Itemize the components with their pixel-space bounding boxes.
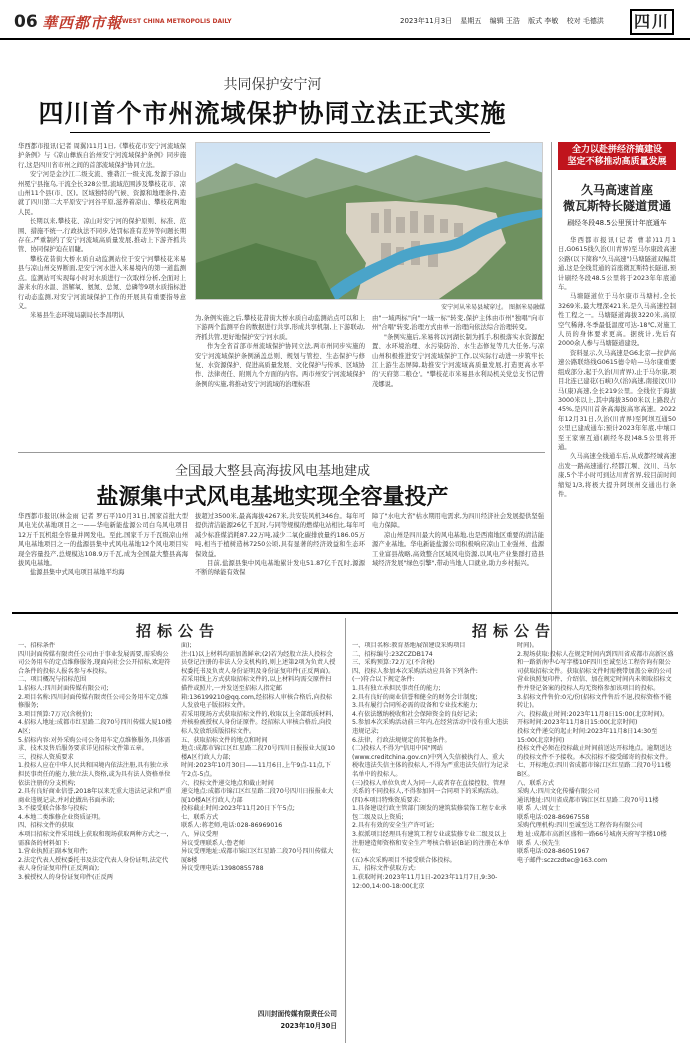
banner-line1: 全力以赴拼经济搞建设 xyxy=(571,145,662,155)
story2-col2-p1: 拔超过3500米,最高海拔4267米,共安装风机346台。每年可提供清洁能源26亿千瓦时,与同等规模的燃煤电站相比,每年可减少标准煤消耗87.22万吨,减少二氧化碳排放量约186.05万吨,相当于植树造林7250公顷,具有显著的经济效益和生态环保效益。 xyxy=(195,513,365,558)
photo-caption: 安宁河从米易县城穿过。 图据米易融媒 xyxy=(441,304,545,311)
issue-weekday: 星期五 xyxy=(460,17,482,25)
story2-lead: 华西都市报讯(林金雨 记者 罗石平)10月31日,国家首批大型风电光伏基地项目之一——华电新能盐源公司白乌风电项目12万千瓦机组全容量并网发电。至此,国家千万千瓦级凉山州风电基地项目之一的盐源县集中式风电基地12个风电项目实现全容量投产,总规模达108.9万千瓦,成为全国最大整县高海拔风电基地。 xyxy=(18,513,188,568)
newspaper-logo-en: WEST CHINA METROPOLIS DAILY xyxy=(122,18,232,25)
notice-left-date: 2023年10月30日 xyxy=(280,1022,337,1030)
story1-col2 xyxy=(195,314,365,389)
notice-left-signature: 四川封面传媒有限责任公司 xyxy=(257,1010,337,1018)
sidebar-banner xyxy=(558,142,676,170)
notice-right-colA: 一、项目名称:教育基地展馆建设采购项目 二、招标编号:23ZCZDB174 三、采购预算:72万元(不含税) 四、投标人参加本次采购活动应具备下列条件: (一)符合以下规定条件: 1.具有独立承担民事责任的能力; 2.具有良好的商业信誉和健全的财务会计制度; 3.具有履行合同所必需的设备和专业技术能力; 4.有依法缴纳税收和社会保障资金的良好记录; 5.参加本次采购活动前三年内,在经营活动中没有重大违法违规记录; 6.法律、行政法规规定的其他条件。 (二)投标人不得为"信用中国"网站(www.creditchina.gov.cn)中列入失信被执行人、重大税收违法失信主体的投标人,不得为严重违法失信行为记录名单中的投标人。 (三)投标人单位负责人为同一人或者存在直接控股、管理关系的不同投标人,不得参加同一合同项下的采购活动。 (四)本项目特殊资质要求: 1.具备建设行政主管部门颁发的建筑装修装饰工程专业承包二级及以上资质; 2.具有有效的安全生产许可证; 3.拟派项目经理具有建筑工程专业或装修专业二级及以上注册建造师资格和安全生产考核合格证(B证)的注册在本单位; (五)本次采购项目不接受联合体投标。 五、招标文件获取方式: 1.获取时间:2023年11月1日-2023年11月7日,9:30-12:00,14:00-18:00(北京 xyxy=(352,642,510,890)
story1-p4: 攀枝花昔街大桥水质自动监测站位于安宁河攀枝花米易县与凉山州交界断面,是安宁河水进入米易境内的第一道监测点。监测站可实现每小时对水质进行一次取样分析,全面对上游来水的水温、溶解氧、氨氮、总氮、总磷等9项水质指标进行动态监测,对安宁河流域保护工作的开展具有重要指导意义。 xyxy=(18,255,186,310)
story1-p2: 安宁河是金沙江二级支流、雅砻江一级支流,发源于凉山州冕宁县拖乌,干流全长328公里,流域范围涉及攀枝花市、凉山州11个县(市、区)。区域独特的气候、资源和地理条件,造就了四川第二大平原安宁河谷平原,滋养着凉山、攀枝花两地人民。 xyxy=(18,171,186,216)
notice-right-title: 招标公告 xyxy=(471,622,556,640)
notice-right-colB: 时间)。 2.现场获取:投标人在规定时间内到四川省成都市高新区盛和一路新南中心写字楼10F四川至诚至达工程咨询有限公司获取招标文件。获取招标文件时需携带加盖公章的公司营业执照复印件、介绍信、加在规定时间内未领取招标文件并登记备案的投标人均无资格参加该项目的投标。 3.招标文件售价:0元/份(招标文件售后不退,投标资格不能转让)。 六、投标截止时间:2023年11月8日15:00(北京时间)。 开标时间:2023年11月8日15:00(北京时间) 投标文件递交的起止时间:2023年11月8日14:30至15:00(北京时间) 投标文件必须在投标截止时间前送达开标地点。逾期送达的投标文件不予接收。本次招标不接受邮寄的投标文件。 七、开标地点:四川省成都市锦江区红星路二段70号11楼B区。 八、联系方式 采购人:四川文化传播有限公司 通讯地址:四川省成都市锦江区红星路二段70号11楼 联 系 人:周女士 联系电话:028-86967558 采购代理机构:四川至诚至达工程咨询有限公司 地 址:成都市高新区盛和一路66号城南天府写字楼10楼 联 系 人:侯先生 联系电话:028-86051967 电子邮件:sczczdtec@163.com xyxy=(517,642,674,864)
story2-col3-p2: 凉山州是四川最大的风电基地,也是西南地区重要的清洁能源产业基地。华电新能盐源公司积极响应凉山工业强州、盐源工业富县战略,高效整合区域风电资源,以风电产业集群打造县域经济发展"绿色引擎",带动当地人口就业,助力乡村振兴。 xyxy=(372,531,544,568)
story2-col2-p2: 目前,盐源县集中风电基地累计发电51.87亿千瓦时,源源不断的绿能有效保 xyxy=(195,560,365,577)
river-city-photo xyxy=(195,142,543,300)
story1-headline: 四川首个市州流域保护协同立法正式实施 xyxy=(38,99,507,128)
sidebar-p3: 资料显示,久马高速是G6北京—拉萨高速公路联络线G0615德令哈—马尔康重要组成部分,起于久治(川青界),止于马尔康,项目北连已建花(石峡)久(治)高速,南接汶(川)马(康)高速,全长219公里。全线位于海拔3000米以上,其中海拔3500米以上路段占45%,是四川首条高海拔高寒高速。2022年12月31日,久治(川青界)至阿坝互通50公里已建成通车;预计2023年年底,中壤口至王家寨互通(刷经冬段)48.5公里将开通。 xyxy=(558,349,676,451)
story2-col3 xyxy=(372,512,544,568)
designer-credit: 版式 李敏 xyxy=(528,17,559,25)
story2-headline: 盐源集中式风电基地实现全容量投产 xyxy=(96,485,449,510)
editor-credit: 编辑 王浩 xyxy=(489,17,520,25)
story2-subhead: 全国最大整县高海拔风电基地建成 xyxy=(174,464,370,479)
sidebar-p1: 华西都市报讯(记者 曹菲)11月1日,G0615线久治(川青界)至马尔康段高速公路(以下简称"久马高速")马塘隧道双幅贯通,这是全线贯通的首座微瓦斯特长隧道,预计刷经冬段48.5公里将于2023年年底通车。 xyxy=(558,237,676,292)
notice-left-colA: 一、招标条件 四川封面传媒有限责任公司由于事业发展需要,需采购公司公务用车的定点维修服务,现面向社会公开招标,欢迎符合条件的投标人报名参与本投标。 二、项目概况与招标范围 1.招标人:四川封面传媒有限公司; 2.项目名称:四川封面传媒有限责任公司公务用车定点维修服务; 3.项目预算:7万元(含税价); 4.招标人地址:成都市红星路二段70号四川传媒大厦10楼A区; 5.招标内容:对外采购公司公务用车定点维修服务,具体需求、技术及售后服务要求详见招标文件第五章。 三、投标人资质要求 1.投标人应在中华人民共和国境内依法注册,具有独立承担民事责任的能力,独立法人资格,或为具有法人资格单位依法注册的分支机构; 2.具有良好商业信誉,2018年以来无重大违法记录和严重商业违规记录,并对此做出书面承诺; 3.不接受联合体参与投标; 4.本地二类维修企业资质证明。 四、招标文件的获取 本项目招标文件采用线上获取和现场获取两种方式之一,需准备的材料如下: 1.营业执照正副本复印件; 2.法定代表人授权委托书及法定代表人身份证明,法定代表人身份证复印件(正反两面); 3.被授权人的身份证复印件(正反两 xyxy=(18,642,172,882)
proofreader-credit: 校对 毛德洪 xyxy=(566,17,604,25)
page-header xyxy=(0,0,690,40)
story1-col2-p1: 为,条例实施之后,攀枝花昔街大桥水质自动监测站点可以和上下游两个监测平台的数据进行共享,形成共享机制,上下游联动,齐抓共管,更好地保护安宁河水质。 xyxy=(195,315,365,341)
story1-col3 xyxy=(372,314,544,389)
newspaper-logo: 華西都市報 xyxy=(42,14,123,32)
story2-col3-p1: 障了"水电大省"枯水期用电需求,为四川经济社会发展提供坚强电力保障。 xyxy=(372,513,544,530)
story2-col2 xyxy=(195,512,365,578)
story1-col3-p2: "条例实施后,米易将以河湖长制为抓手,积极落实水资源配置、水环境治理、水污染防治、水生态修复等几大任务,与凉山州积极推进安宁河流域保护工作,以实际行动进一步筑牢长江上游生态屏障,助推安宁河流域高质量发展,打造更高水平的'天府第二粮仓'。"攀枝花市米易县水利局机关党总支书记曾茂娜说。 xyxy=(372,333,544,388)
story1-col3-p1: 由"一域两标"向"一域一标"转变,保护主体由市州"独唱"向市州"合唱"转变,治理方式由单一治理向依法综合治理转变。 xyxy=(372,315,544,332)
page-number: 06 xyxy=(14,12,38,32)
sidebar-headline-line1: 久马高速首座 xyxy=(580,183,653,197)
story1-kicker: 共同保护安宁河 xyxy=(223,77,322,93)
sidebar-story xyxy=(558,142,676,499)
sidebar-headline-line2: 微瓦斯特长隧道贯通 xyxy=(562,199,671,213)
sidebar-subhead: 刷经冬段48.5公里预计年底通车 xyxy=(567,219,667,227)
sidebar-headline xyxy=(558,182,676,214)
story1-p5: 米易县生态环境局副局长李昌明认 xyxy=(30,312,125,320)
story1-col2-p2: 作为全省首部市州流域保护协同立法,两市州同步实施的安宁河流域保护条例涵盖总则、规划与管控、生态保护与修复、水资源保护、促进高质量发展、文化保护与传承、区域协作、法律责任、附则九个方面的内容。两市州安宁河流域保护条例的实施,将推动安宁河流域的治理标准 xyxy=(195,343,366,388)
story2-col1 xyxy=(18,512,188,578)
sidebar-p2: 马塘隧道位于马尔康市马塘村,全长3269米,最大埋深421米,是久马高速控制性工程之一。马塘隧道海拔3220米,高原空气稀薄,冬季最低温度可达-18℃,对施工人员的身体要求更高。据统计,先后有2000余人参与马塘隧道建设。 xyxy=(558,293,676,348)
notice-left-colB: 面); 注:(1)以上材料均需加盖鲜章;(2)若为经股立法人投标会员登记注册的非法人分支机构的,则上述第2项为负责人授权委托书及负责人身份证明及身份证复印件(正反两面)。 若采用线上方式获取招标文件的,以上材料均需交原件扫描件或照片,一并发送至招标人指定邮箱:136199210@qq.com,经招标人审核合格后,向投标人发放电子版招标文件。 若采用现场方式获取招标文件的,收取以上全部纸质材料,并核验被授权人身份证原件。经招标人审核合格后,向投标人发放纸质版招标文件。 五、获取招标文件的地点和时间 地点:成都市锦江区红星路二段70号四川日报报业大厦10楼A区行政人力部; 时间:2023年10月30日——11月6日,上午9点-11点,下午2点-5点。 六、投标文件递交地点和截止时间 递交地点:成都市锦江区红星路二段70号四川日报报业大厦10楼A区行政人力部 投标截止时间:2023年11月20日下午5点; 七、联系方式 联系人:蒋老师,电话:028-86969016 八、异议受理 异议受理联系人:鲁老师 异议受理地址:成都市锦江区红星路二段70号四川传媒大厦8楼 异议受理电话:13980855788 xyxy=(181,642,336,873)
header-meta xyxy=(400,16,610,26)
issue-date: 2023年11月3日 xyxy=(400,17,453,25)
tender-notice-right xyxy=(352,620,676,1045)
story2-col1-p2: 盐源县集中式风电项目基地平均海 xyxy=(30,569,125,577)
story1-p3: 长期以来,攀枝花、凉山对安宁河的保护原则、标准、范围、措施不统一,行政执法不同步,处罚标准有差异等问题长期存在,严重制约了安宁河流域高质量发展,推动上下游齐抓共管、协同保护迫在眉睫。 xyxy=(18,218,186,254)
story1-col1 xyxy=(18,142,186,321)
sidebar-p4: 久马高速全线通车后,从成都经城高速出发一路高速通行,经都江堰、汶川、马尔康,5个半小时可到达川青省界,较目前时间缩短1/3,将极大提升阿坝州交通出行条件。 xyxy=(558,453,676,498)
story1-lead: 华西都市报讯(记者 周翼)11月1日,《攀枝花市安宁河流域保护条例》与《凉山彝族自治州安宁河流域保护条例》同步施行,这是四川省市州之间的首部流域保护协同立法。 xyxy=(18,143,186,169)
section-label: 四川 xyxy=(630,9,674,35)
banner-line2: 坚定不移推动高质量发展 xyxy=(567,157,667,167)
tender-notice-left xyxy=(18,620,338,1045)
notice-left-title: 招标公告 xyxy=(135,622,220,640)
